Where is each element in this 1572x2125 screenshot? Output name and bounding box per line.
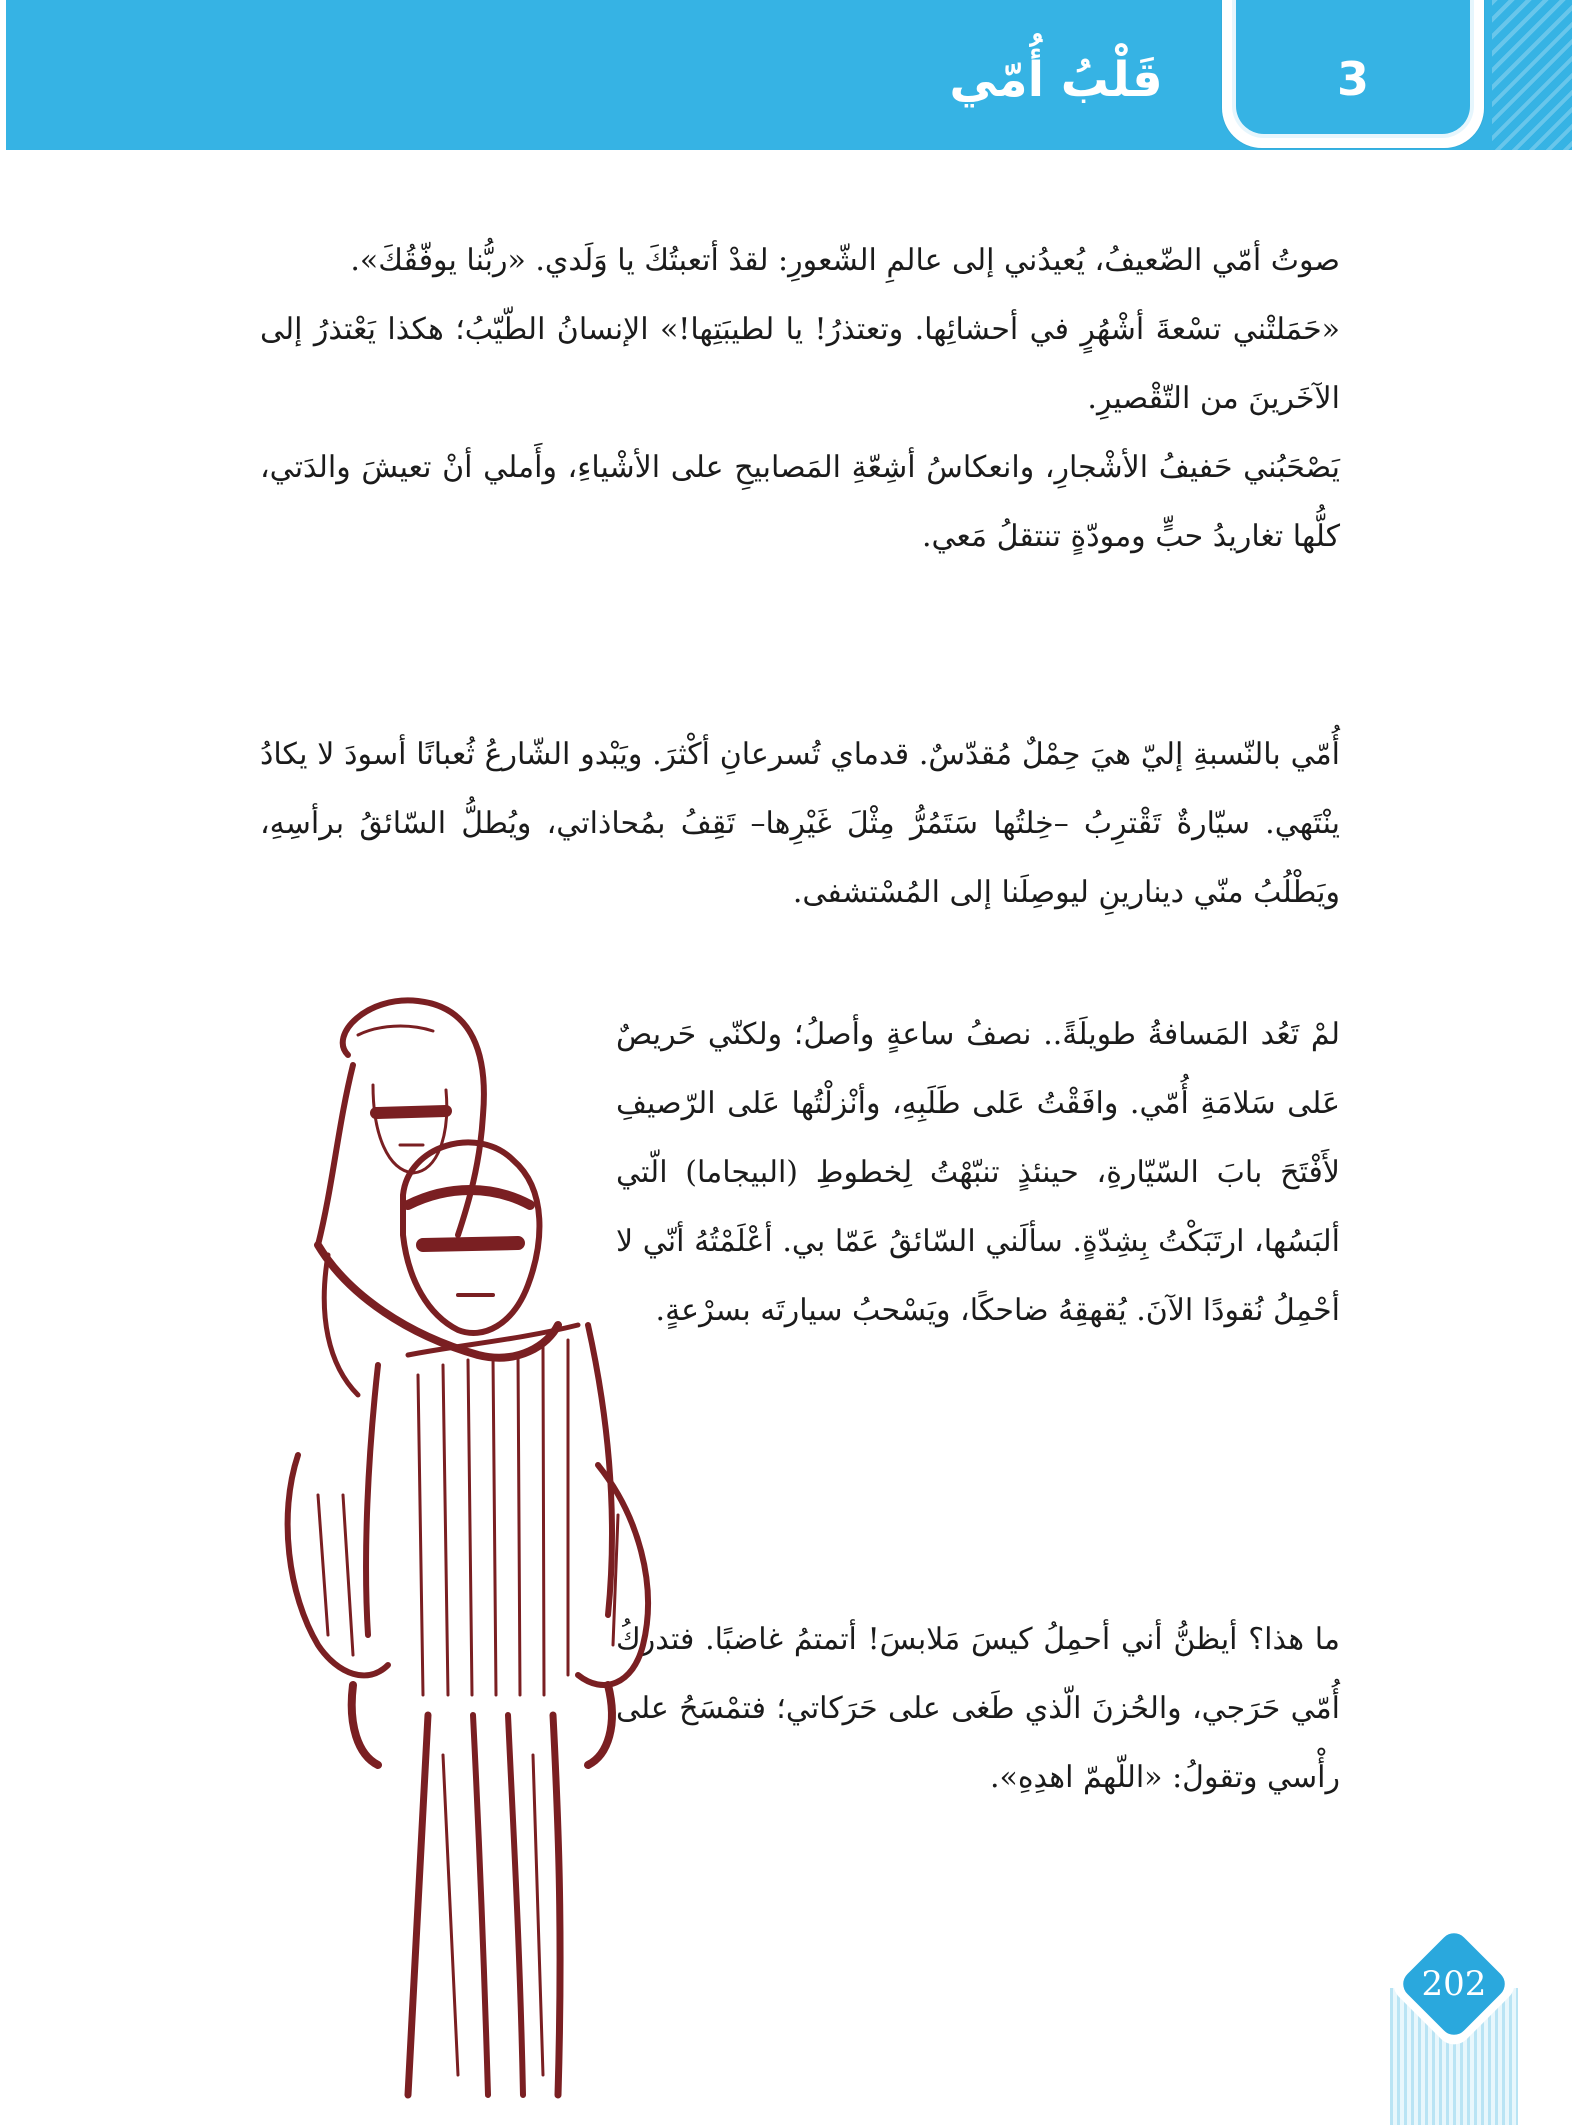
son-carrying-mother-illustration (258, 995, 728, 2105)
paragraph: لمْ تَعُد المَسافةُ طويلَةً.. نصفُ ساعةٍ وأصلُ؛ ولكنّي حَريصٌ عَلى سَلامَةِ أُمّي. وافَقْتُ عَلى طَلَبِهِ، وأنْزلْتُها عَلى الرّصيفِ لأَفْتَحَ بابَ السّيّارةِ، حينئذٍ تنبّهْتُ لِخطوطِ (البيجاما) الّتي ألبَسُها، ارتَبَكْتُ بِشِدّةٍ. سألَني السّائقُ عَمّا بي. أعْلَمْتُهُ أنّي لا أحْمِلُ نُقودًا الآنَ. يُقهقِهُ ضاحكًا، ويَسْحبُ سيارتَه بسرْعةٍ. (616, 1017, 1340, 1328)
lesson-number-tab (1222, 0, 1484, 148)
lesson-number: 3 (1336, 52, 1369, 106)
paragraph: يَصْحَبُني حَفيفُ الأشْجارِ، وانعكاسُ أشِعّةِ المَصابيحِ على الأشْياءِ، وأَملي أنْ تعيشَ والدَتي، كلُّها تغاريدُ حبٍّ ومودّةٍ تنتقلُ مَعي. (260, 450, 1340, 554)
header-stripe-decoration (1492, 0, 1572, 150)
lesson-title: قَلْبُ أُمّي (949, 52, 1163, 108)
paragraph-block-2 (260, 720, 1340, 927)
paragraph: صوتُ أمّي الضّعيفُ، يُعيدُني إلى عالمِ الشّعورِ: لقدْ أتعبتُكَ يا وَلَدي. «ربُّنا يوفّقُكَ». (350, 243, 1340, 278)
page-number-badge (1384, 1928, 1524, 2125)
paragraph: «حَمَلتْني تسْعةَ أشْهُرٍ في أحشائِها. وتعتذرُ! يا لطيبَتِها!» الإنسانُ الطّيّبُ؛ هكذا يَعْتذرُ إلى الآخَرينَ من التّقْصيرِ. (260, 312, 1340, 416)
page-number: 202 (1421, 1964, 1487, 2004)
paragraph-block-1 (260, 226, 1340, 571)
paragraph: ما هذا؟ أيظنُّ أني أحمِلُ كيسَ مَلابسَ! أتمتمُ غاضبًا. فتدركُ أُمّي حَرَجي، والحُزنَ الّذي طَغى على حَرَكاتي؛ فتمْسَحُ على رأْسي وتقولُ: «اللّهمّ اهدِهِ». (616, 1622, 1340, 1795)
paragraph: أُمّي بالنّسبةِ إليّ هيَ حِمْلٌ مُقدّسٌ. قدماي تُسرعانِ أكْثرَ. ويَبْدو الشّارعُ ثُعبانًا أسودَ لا يكادُ ينْتَهي. سيّارةٌ تَقْترِبُ –خِلتُها سَتَمُرُّ مِثْلَ غَيْرِها– تَقِفُ بمُحاذاتي، ويُطلُّ السّائقُ برأسِهِ، ويَطْلُبُ منّي دينارينِ ليوصِلَنا إلى المُسْتشفى. (260, 737, 1340, 910)
